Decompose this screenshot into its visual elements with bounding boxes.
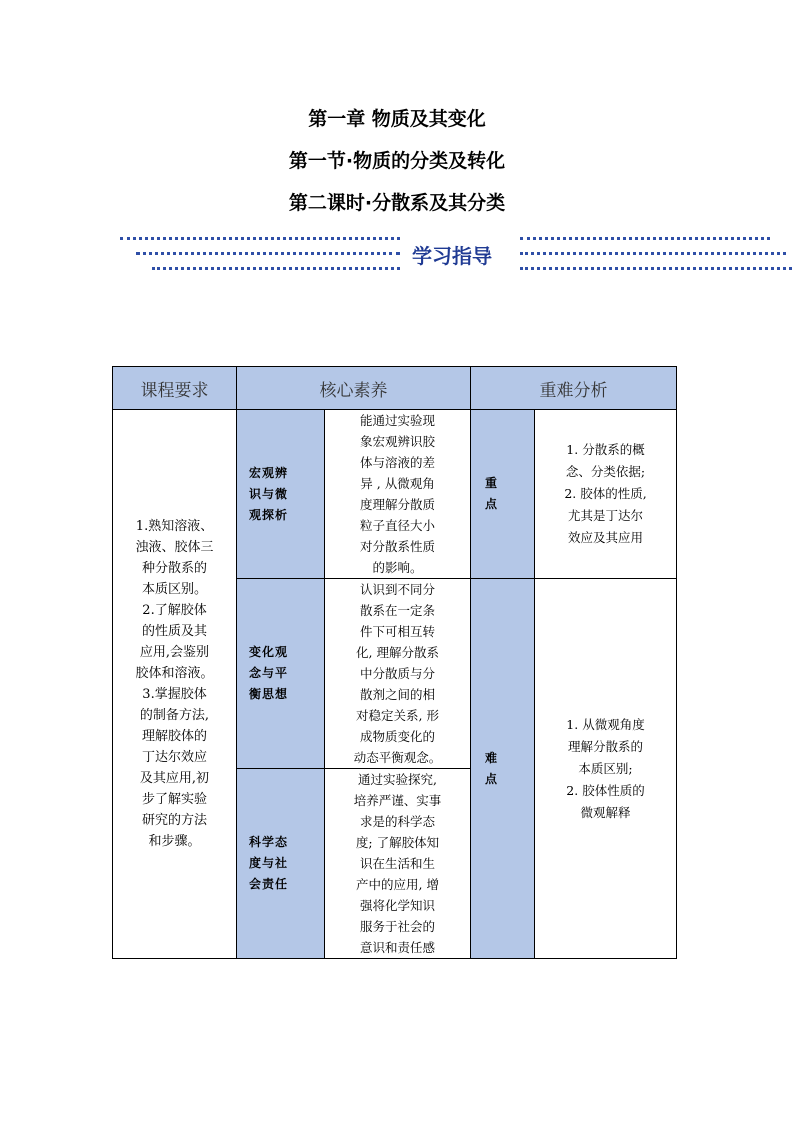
study-guide-table	[112, 366, 677, 959]
header-requirements: 课程要求	[113, 367, 237, 410]
header-literacy: 核心素养	[237, 367, 471, 410]
literacy-description: 认识到不同分 散系在一定条 件下可相互转 化, 理解分散系 中分散质与分 散剂之间的相 对稳定关系, 形 成物质变化的 动态平衡观念。	[325, 579, 471, 769]
dotted-rule	[120, 237, 400, 240]
dotted-rule	[136, 252, 400, 255]
dotted-rule	[520, 237, 770, 240]
literacy-name: 科学态 度与社 会责任	[237, 769, 325, 959]
literacy-description: 能通过实验现 象宏观辨识胶 体与溶液的差 异 , 从微观角 度理解分散质 粒子直径大小 对分散系性质 的影响。	[325, 410, 471, 579]
dotted-rule	[520, 252, 786, 255]
requirements-cell: 1.熟知溶液、 浊液、胶体三 种分散系的 本质区别。 2.了解胶体 的性质及其 应用,会鉴别 胶体和溶液。 3.掌握胶体 的制备方法, 理解胶体的 丁达尔效应 及其应用,初 步了解实验 研究的方法 和步骤。	[113, 410, 237, 959]
key-point-label: 重 点	[471, 410, 535, 579]
study-guide-banner: 学习指导	[412, 244, 492, 268]
section-title: 第一节·物质的分类及转化	[288, 150, 506, 172]
literacy-name: 宏观辨 识与微 观探析	[237, 410, 325, 579]
chapter-title: 第一章 物质及其变化	[308, 108, 486, 130]
lesson-title: 第二课时·分散系及其分类	[288, 192, 506, 214]
dotted-rule	[520, 267, 792, 270]
header-analysis: 重难分析	[471, 367, 677, 410]
dotted-rule	[152, 267, 400, 270]
difficult-point-label: 难 点	[471, 579, 535, 959]
key-point-content: 1. 分散系的概 念、分类依据; 2. 胶体的性质, 尤其是丁达尔 效应及其应用	[535, 410, 677, 579]
difficult-point-content: 1. 从微观角度 理解分散系的 本质区别; 2. 胶体性质的 微观解释	[535, 579, 677, 959]
literacy-description: 通过实验探究, 培养严谨、实事 求是的科学态 度; 了解胶体知 识在生活和生 产中的应用, 增 强将化学知识 服务于社会的 意识和责任感	[325, 769, 471, 959]
literacy-name: 变化观 念与平 衡思想	[237, 579, 325, 769]
